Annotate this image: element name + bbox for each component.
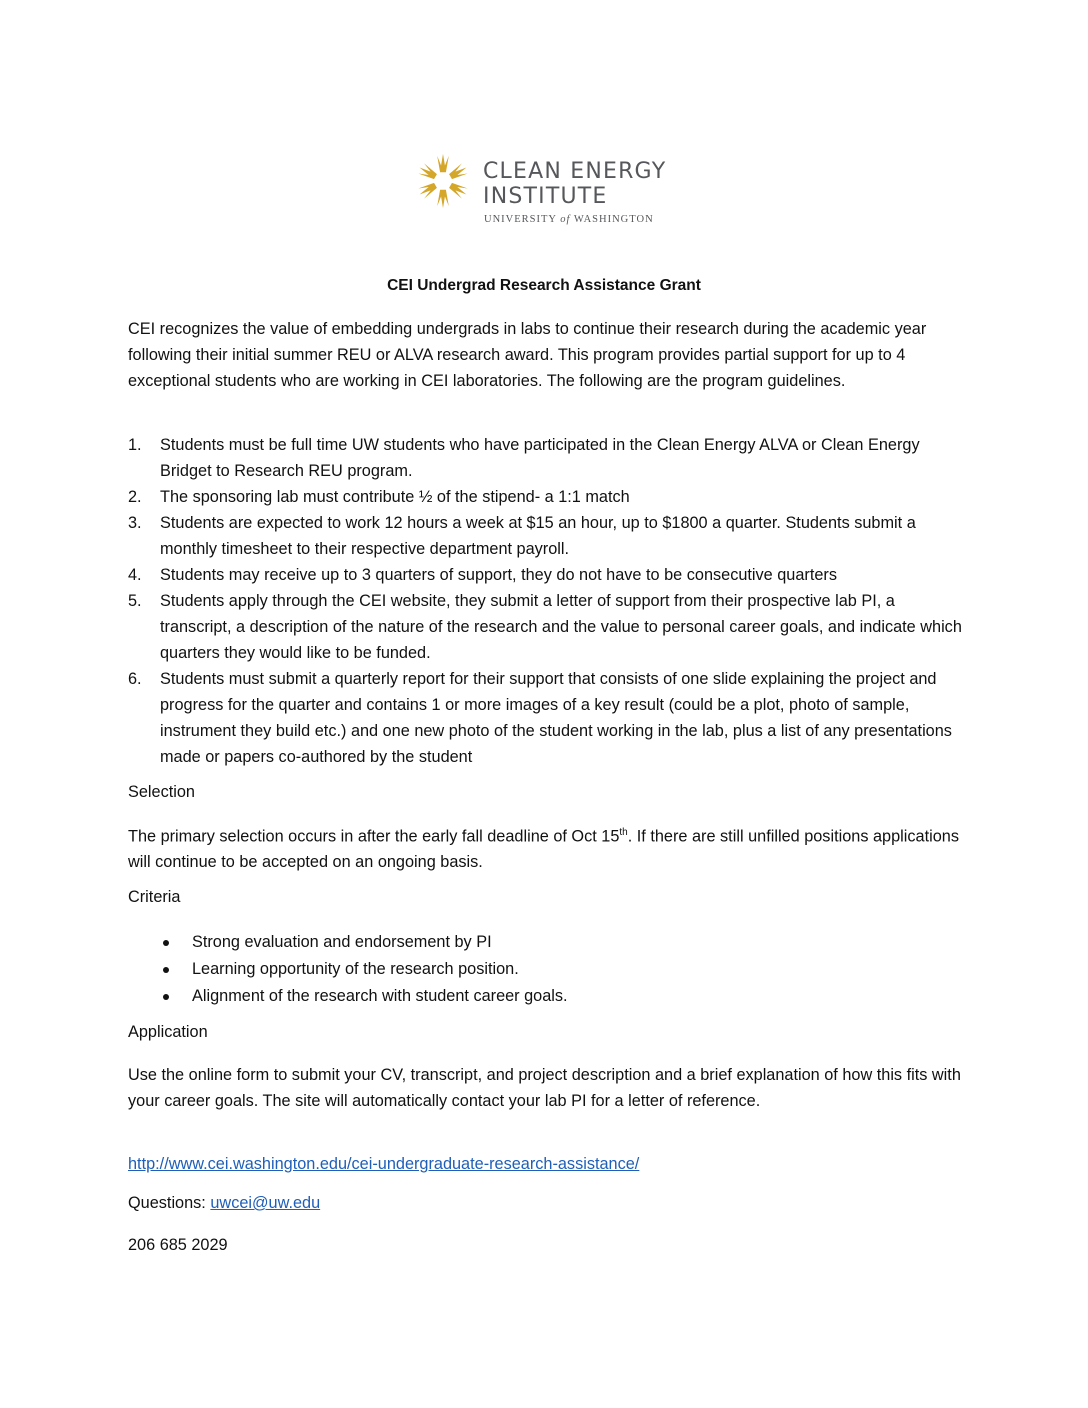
criteria-list: [160, 929, 568, 1010]
criteria-text: Learning opportunity of the research position.: [192, 960, 519, 978]
criteria-item: [160, 956, 568, 983]
guideline-item: [128, 510, 968, 562]
sunburst-icon: [414, 152, 472, 210]
logo-line-1: CLEAN ENERGY: [483, 159, 667, 184]
bullet-icon: [163, 940, 169, 946]
application-paragraph: Use the online form to submit your CV, transcript, and project description and a brief explanation of how this fits with your career goals. The site will automatically contact your lab PI for a letter of reference.: [128, 1066, 961, 1110]
criteria-item: [160, 983, 568, 1010]
questions-line: [128, 1194, 320, 1213]
guideline-item: [128, 562, 968, 588]
criteria-item: [160, 929, 568, 956]
intro-paragraph: CEI recognizes the value of embedding undergrads in labs to continue their research during the academic year following their initial summer REU or ALVA research award. This program provides partial support for up to 4 exceptional students who are working in CEI laboratories. The following are the program guidelines.: [128, 320, 927, 390]
ordinal-suffix: th: [619, 827, 628, 838]
item-number: 2.: [128, 488, 142, 506]
logo-washington: WASHINGTON: [573, 214, 654, 225]
guideline-item: [128, 484, 968, 510]
criteria-text: Alignment of the research with student career goals.: [192, 987, 568, 1005]
logo-line-3: [484, 214, 654, 225]
application-heading: Application: [128, 1023, 208, 1041]
item-text: Students must be full time UW students who have participated in the Clean Energy ALVA or Clean Energy Bridget to Research REU program.: [160, 436, 920, 480]
criteria-text: Strong evaluation and endorsement by PI: [192, 933, 492, 951]
criteria-heading: Criteria: [128, 888, 181, 906]
logo-university: UNIVERSITY: [484, 214, 557, 225]
item-number: 6.: [128, 670, 142, 688]
bullet-icon: [163, 994, 169, 1000]
item-text: Students must submit a quarterly report for their support that consists of one slide explaining the project and progress for the quarter and contains 1 or more images of a key result (could be a plot, photo of sample, instrument they build etc.) and one new photo of the student working in the lab, plus a list of any presentations made or papers co-authored by the student: [160, 670, 952, 766]
selection-paragraph: [128, 820, 968, 875]
item-text: The sponsoring lab must contribute ½ of the stipend- a 1:1 match: [160, 488, 630, 506]
guidelines-list: [128, 432, 968, 770]
selection-heading: Selection: [128, 783, 195, 801]
guideline-item: [128, 666, 968, 770]
item-text: Students apply through the CEI website, they submit a letter of support from their prospective lab PI, a transcript, a description of the nature of the research and the value to personal career goals, and indicate which quarters they would like to be funded.: [160, 592, 962, 662]
application-url-link[interactable]: http://www.cei.washington.edu/cei-undergraduate-research-assistance/: [128, 1155, 640, 1173]
bullet-icon: [163, 967, 169, 973]
guideline-item: [128, 432, 968, 484]
phone-number: 206 685 2029: [128, 1236, 228, 1254]
logo-line-2: INSTITUTE: [483, 184, 608, 209]
item-number: 4.: [128, 566, 142, 584]
selection-text: The primary selection occurs in after the early fall deadline of Oct 15: [128, 827, 620, 846]
cei-logo: [414, 152, 694, 232]
application-url-line: [128, 1155, 639, 1174]
logo-of: of: [560, 214, 571, 225]
item-number: 3.: [128, 514, 142, 532]
item-text: Students are expected to work 12 hours a week at $15 an hour, up to $1800 a quarter. Students submit a monthly timesheet to their respective department payroll.: [160, 514, 916, 558]
guideline-item: [128, 588, 968, 666]
questions-label: Questions:: [128, 1194, 206, 1212]
document-title: CEI Undergrad Research Assistance Grant: [387, 277, 701, 294]
item-text: Students may receive up to 3 quarters of support, they do not have to be consecutive quarters: [160, 566, 837, 584]
selection-text-cont: . If there are still unfilled positions applications will continue to be accepted on an ongoing basis.: [128, 827, 959, 872]
email-link[interactable]: uwcei@uw.edu: [210, 1194, 321, 1212]
item-number: 1.: [128, 436, 142, 454]
item-number: 5.: [128, 592, 142, 610]
